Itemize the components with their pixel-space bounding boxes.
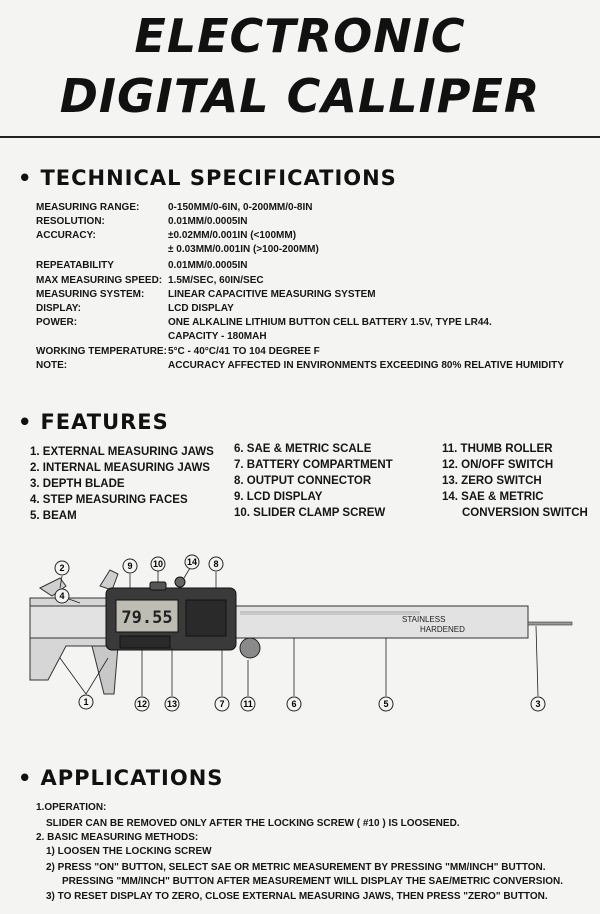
feature-item: 8. OUTPUT CONNECTOR: [234, 475, 372, 487]
app-line: 1.OPERATION:: [36, 802, 107, 813]
feature-item: 3. DEPTH BLADE: [30, 478, 125, 490]
feature-item: 7. BATTERY COMPARTMENT: [234, 459, 393, 471]
spec-label: WORKING TEMPERATURE:: [36, 346, 167, 357]
app-line: 2. BASIC MEASURING METHODS:: [36, 832, 199, 843]
feature-item: 2. INTERNAL MEASURING JAWS: [30, 462, 210, 474]
feature-item: 14. SAE & METRIC: [442, 491, 544, 503]
feature-item: 10. SLIDER CLAMP SCREW: [234, 507, 386, 519]
applications-heading: • APPLICATIONS: [18, 766, 224, 790]
title-divider: [0, 136, 600, 138]
features-heading: • FEATURES: [18, 410, 169, 434]
app-line: 1) LOOSEN THE LOCKING SCREW: [46, 846, 212, 857]
callout-11-label: 11: [243, 699, 253, 709]
feature-item: 11. THUMB ROLLER: [442, 443, 553, 455]
beam-text-stainless: STAINLESS: [402, 615, 446, 624]
spec-label: MAX MEASURING SPEED:: [36, 275, 163, 286]
app-line: 3) TO RESET DISPLAY TO ZERO, CLOSE EXTERNAL MEASURING JAWS, THEN PRESS "ZERO" BUTTON.: [46, 891, 548, 902]
callout-9-label: 9: [127, 561, 133, 571]
button-panel: [120, 636, 170, 648]
spec-label: ACCURACY:: [36, 230, 96, 241]
feature-item: 1. EXTERNAL MEASURING JAWS: [30, 446, 214, 458]
conversion-switch-button: [175, 577, 185, 587]
callout-1-label: 1: [83, 697, 89, 707]
spec-value: 0.01MM/0.0005IN: [168, 216, 248, 227]
beam-text-hardened: HARDENED: [420, 625, 465, 634]
spec-value: ONE ALKALINE LITHIUM BUTTON CELL BATTERY 1.5V, TYPE LR44.: [168, 317, 492, 328]
spec-value: 0.01MM/0.0005IN: [168, 260, 248, 271]
callout-13-label: 13: [166, 699, 178, 709]
spec-value: CAPACITY - 180MAH: [168, 331, 267, 342]
spec-value: 5°C - 40°C/41 TO 104 DEGREE F: [168, 346, 320, 357]
app-line: SLIDER CAN BE REMOVED ONLY AFTER THE LOCKING SCREW ( #10 ) IS LOOSENED.: [46, 818, 460, 829]
callout-10-label: 10: [152, 559, 164, 569]
spec-value: LINEAR CAPACITIVE MEASURING SYSTEM: [168, 289, 376, 300]
callout-12-label: 12: [136, 699, 148, 709]
callout-7-label: 7: [219, 699, 225, 709]
spec-value: 0-150MM/0-6IN, 0-200MM/0-8IN: [168, 202, 313, 213]
spec-value: 1.5M/SEC, 60IN/SEC: [168, 275, 264, 286]
feature-item: 5. BEAM: [30, 510, 77, 522]
slider-clamp-screw: [150, 582, 166, 590]
spec-label: RESOLUTION:: [36, 216, 105, 227]
caliper-diagram: [0, 548, 600, 718]
spec-label: NOTE:: [36, 360, 68, 371]
title-line-2: DIGITAL CALLIPER: [59, 69, 541, 123]
bullet-icon: •: [18, 410, 33, 434]
battery-compartment: [186, 600, 226, 636]
lcd-reading: 79.55: [121, 608, 173, 628]
callout-6-label: 6: [291, 699, 297, 709]
callout-4-label: 4: [59, 591, 65, 601]
app-line: PRESSING "MM/INCH" BUTTON AFTER MEASUREMENT WILL DISPLAY THE SAE/METRIC CONVERSION.: [62, 876, 563, 887]
app-line: 2) PRESS "ON" BUTTON, SELECT SAE OR METRIC MEASUREMENT BY PRESSING "MM/INCH" BUTTON.: [46, 862, 546, 873]
title-line-1: ELECTRONIC: [134, 9, 466, 63]
spec-label: REPEATABILITY: [36, 260, 114, 271]
callout-3-label: 3: [535, 699, 541, 709]
spec-label: DISPLAY:: [36, 303, 82, 314]
spec-value: LCD DISPLAY: [168, 303, 234, 314]
bullet-icon: •: [18, 166, 33, 190]
spec-label: MEASURING RANGE:: [36, 202, 140, 213]
callout-5-label: 5: [383, 699, 389, 709]
feature-item: 6. SAE & METRIC SCALE: [234, 443, 372, 455]
spec-label: MEASURING SYSTEM:: [36, 289, 145, 300]
feature-item: 4. STEP MEASURING FACES: [30, 494, 188, 506]
callout-14-label: 14: [186, 557, 198, 567]
feature-item: 9. LCD DISPLAY: [234, 491, 323, 503]
feature-item: 13. ZERO SWITCH: [442, 475, 542, 487]
spec-value: ± 0.03MM/0.001IN (>100-200MM): [168, 244, 319, 255]
spec-label: POWER:: [36, 317, 78, 328]
spec-value: ±0.02MM/0.001IN (<100MM): [168, 230, 297, 241]
feature-item: 12. ON/OFF SWITCH: [442, 459, 554, 471]
callout-2-label: 2: [59, 563, 65, 573]
bullet-icon: •: [18, 766, 33, 790]
feature-item: CONVERSION SWITCH: [462, 507, 588, 519]
thumb-roller: [240, 638, 260, 658]
spec-value: ACCURACY AFFECTED IN ENVIRONMENTS EXCEEDING 80% RELATIVE HUMIDITY: [168, 360, 564, 371]
tech-specs-heading: • TECHNICAL SPECIFICATIONS: [18, 166, 397, 190]
depth-blade: [528, 622, 572, 625]
callout-8-label: 8: [213, 559, 219, 569]
